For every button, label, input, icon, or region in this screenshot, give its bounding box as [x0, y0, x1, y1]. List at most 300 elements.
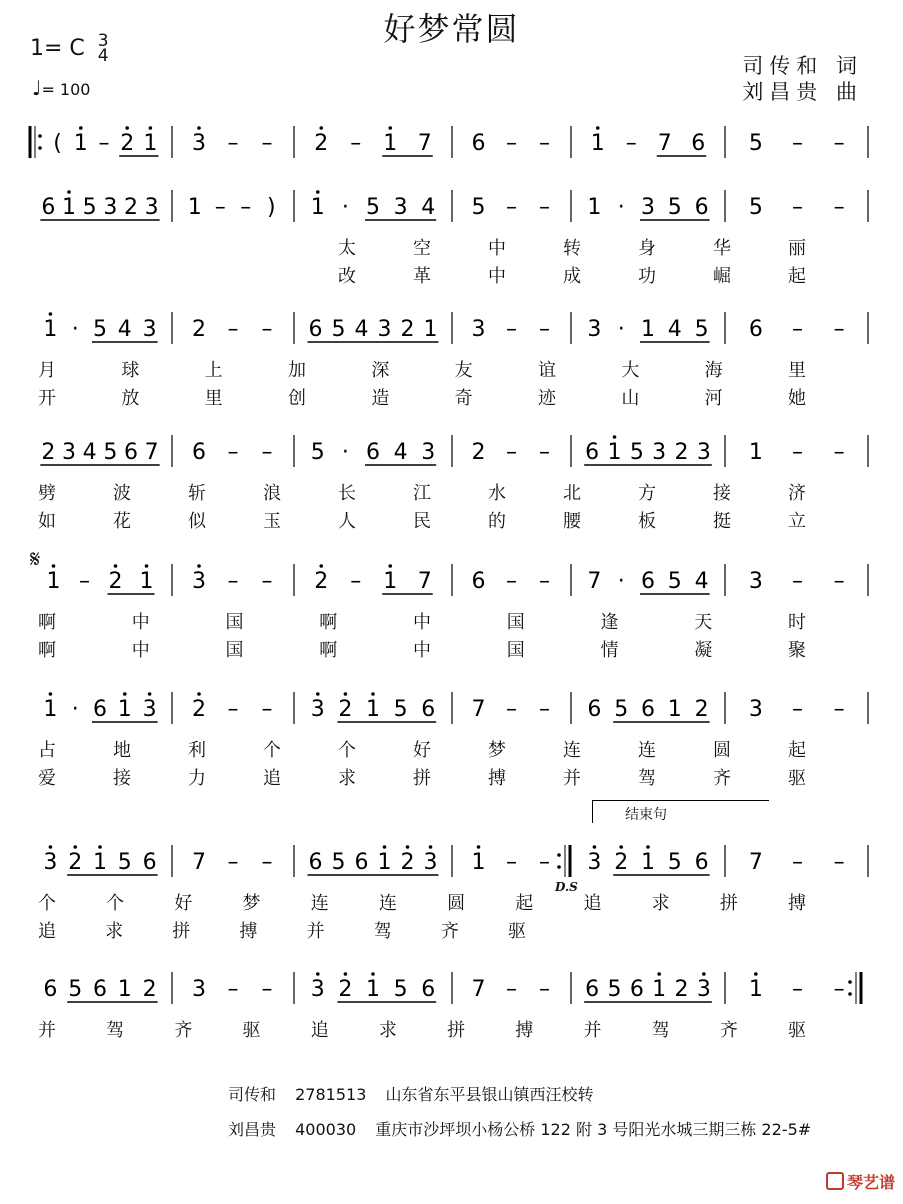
lyric-char: 人	[338, 511, 356, 532]
dash-mark: –	[261, 131, 273, 156]
lyric-char: 驱	[508, 921, 526, 942]
note: 2	[614, 850, 629, 875]
lyric-char: 梦	[488, 740, 506, 761]
note: 1	[43, 317, 58, 342]
lyric-char: 求	[105, 921, 124, 942]
lyric-line	[28, 1016, 870, 1044]
lyric-char: 起	[515, 893, 534, 914]
repeat-dot	[38, 134, 42, 138]
octave-dot	[98, 845, 102, 849]
ending-label: 结束句	[625, 807, 667, 823]
note: 2	[694, 697, 709, 722]
octave-dot	[383, 845, 387, 849]
dash-mark: –	[833, 977, 845, 1002]
lyric-char: 国	[225, 640, 244, 661]
note: 1	[641, 317, 655, 342]
note: 1	[187, 195, 202, 220]
logo-icon	[826, 1172, 844, 1190]
octave-dot	[149, 126, 153, 130]
dash-mark: –	[833, 697, 845, 722]
lyric-char: 接	[113, 768, 131, 789]
note: 6	[421, 697, 436, 722]
note: 6	[629, 977, 644, 1002]
lyric-line	[28, 507, 870, 535]
note: 7	[748, 850, 763, 875]
octave-dot	[646, 845, 650, 849]
lyric-char: 追	[38, 921, 56, 942]
octave-dot	[754, 972, 758, 976]
lyric-line	[28, 736, 870, 764]
note: 3	[423, 850, 438, 875]
notation-staff	[28, 433, 870, 469]
note: 3	[393, 195, 408, 220]
note: 1	[641, 850, 655, 875]
lyric-char: 长	[338, 483, 356, 504]
octave-dot	[371, 972, 375, 976]
lyric-char: 驾	[106, 1020, 125, 1041]
dash-mark: –	[792, 195, 803, 220]
lyric-char: 迹	[538, 388, 556, 409]
lyric-char: 玉	[263, 511, 281, 532]
note: 6	[694, 850, 709, 875]
lyric-char: 国	[225, 612, 244, 633]
dash-mark: –	[833, 440, 845, 465]
lyric-char: 挺	[713, 511, 731, 532]
note: 2	[400, 317, 415, 342]
note: 1	[383, 569, 398, 594]
note: 3	[421, 440, 436, 465]
symbol: ·	[617, 317, 625, 342]
note: 4	[117, 317, 132, 342]
note: 2	[192, 697, 206, 722]
dash-mark: –	[833, 317, 845, 342]
footer-code-2: 400030	[295, 1120, 357, 1139]
note: 2	[142, 977, 157, 1002]
note: 7	[471, 977, 486, 1002]
note: 5	[331, 850, 346, 875]
dash-mark: –	[539, 697, 550, 722]
dash-mark: –	[261, 850, 273, 875]
lyric-char: 齐	[174, 1020, 193, 1041]
watermark-logo	[826, 1170, 895, 1193]
note: 7	[144, 440, 159, 465]
note: 4	[667, 317, 682, 342]
lyric-char: 啊	[38, 640, 56, 661]
dash-mark: –	[350, 131, 362, 156]
note: 3	[748, 697, 763, 722]
score-title: 好梦常圆	[383, 10, 520, 48]
note: 6	[354, 850, 369, 875]
dash-mark: –	[792, 317, 803, 342]
dash-mark: –	[506, 569, 517, 594]
key-signature	[30, 31, 109, 66]
dash-mark: –	[539, 317, 550, 342]
dash-mark: –	[261, 977, 273, 1002]
octave-dot	[49, 845, 53, 849]
dash-mark: –	[98, 131, 110, 156]
note: 5	[607, 977, 622, 1002]
tempo-value: = 100	[41, 80, 91, 99]
dash-mark: –	[240, 195, 252, 220]
symbol: ·	[617, 195, 625, 220]
note: 6	[308, 850, 323, 875]
lyric-char: 放	[121, 388, 140, 409]
dash-mark: –	[792, 850, 803, 875]
lyric-char: 力	[188, 768, 206, 789]
note: 1	[383, 131, 398, 156]
octave-dot	[123, 692, 127, 696]
dash-mark: –	[79, 569, 90, 594]
repeat-dot	[557, 865, 561, 869]
note: 2	[338, 977, 353, 1002]
lyric-char: 中	[413, 612, 431, 633]
note: 6	[93, 977, 107, 1002]
time-sig-bottom: 4	[97, 46, 109, 66]
dash-mark: –	[506, 440, 517, 465]
dash-mark: –	[261, 569, 273, 594]
lyric-char: 时	[788, 612, 806, 633]
dash-mark: –	[539, 195, 550, 220]
octave-dot	[406, 845, 410, 849]
lyric-char: 空	[413, 238, 431, 259]
dash-mark: –	[261, 697, 273, 722]
note: 5	[393, 697, 408, 722]
note: 5	[667, 850, 682, 875]
lyric-char: 齐	[713, 768, 731, 789]
lyric-char: 求	[378, 1020, 397, 1041]
lyric-char: 中	[488, 238, 506, 259]
lyric-line	[28, 384, 870, 412]
lyric-char: 好	[413, 740, 431, 761]
octave-dot	[596, 126, 600, 130]
lyric-char: 浪	[263, 483, 281, 504]
time-signature	[97, 31, 109, 66]
note: 3	[587, 317, 602, 342]
lyric-line	[28, 234, 870, 262]
footer-name-1: 司传和	[228, 1085, 277, 1104]
note: 2	[120, 131, 135, 156]
lyric-char: 齐	[440, 921, 459, 942]
lyric-char: 接	[713, 483, 731, 504]
note: 5	[748, 131, 763, 156]
lyric-char: 追	[263, 768, 281, 789]
note: 6	[585, 977, 600, 1002]
dash-mark: –	[625, 131, 637, 156]
lyric-char: 谊	[538, 360, 556, 381]
note: 4	[421, 195, 436, 220]
lyricist-credit: 司传和 词	[742, 54, 863, 78]
octave-dot	[344, 972, 348, 976]
octave-dot	[429, 845, 433, 849]
lyric-char: 身	[638, 238, 656, 259]
lyric-char: 追	[310, 1020, 329, 1041]
lyric-char: 连	[310, 893, 329, 914]
note: 1	[366, 977, 380, 1002]
note: 5	[614, 697, 629, 722]
watermark-text: 琴艺谱	[847, 1173, 896, 1192]
note: 3	[748, 569, 763, 594]
note: 3	[696, 977, 711, 1002]
dash-mark: –	[506, 977, 517, 1002]
lyric-char: 国	[506, 612, 525, 633]
lyric-char: 拼	[447, 1020, 466, 1041]
note: 2	[192, 317, 206, 342]
repeat-dot	[557, 853, 561, 857]
lyric-char: 并	[306, 921, 325, 942]
note: 7	[417, 569, 432, 594]
note: 4	[82, 440, 97, 465]
lyric-char: 啊	[38, 612, 56, 633]
dash-mark: –	[792, 697, 803, 722]
lyric-char: 中	[413, 640, 431, 661]
note: 2	[108, 569, 123, 594]
lyric-char: 梦	[242, 893, 261, 914]
footer-line-1	[228, 1082, 607, 1105]
lyric-char: 造	[371, 388, 390, 409]
dash-mark: –	[350, 569, 362, 594]
lyric-line	[28, 356, 870, 384]
symbol: ·	[341, 440, 349, 465]
note: 5	[310, 440, 325, 465]
lyric-char: 情	[600, 640, 619, 661]
lyric-char: 啊	[319, 612, 338, 633]
lyric-char: 驾	[638, 768, 656, 789]
lyric-char: 斩	[188, 483, 206, 504]
key-label: 1= C	[30, 36, 85, 61]
dash-mark: –	[261, 440, 273, 465]
symbol: ·	[71, 697, 79, 722]
note: 3	[310, 697, 325, 722]
note: 1	[117, 977, 132, 1002]
dash-mark: –	[506, 317, 517, 342]
note: 7	[192, 850, 206, 875]
octave-dot	[657, 972, 661, 976]
lyric-char: 并	[583, 1020, 602, 1041]
lyric-char: 拼	[172, 921, 191, 942]
ds-marking: D.S	[555, 880, 578, 894]
note: 2	[314, 569, 329, 594]
note: 4	[694, 569, 709, 594]
octave-dot	[67, 190, 71, 194]
lyric-char: 凝	[694, 640, 713, 661]
lyric-char: 地	[113, 740, 131, 761]
octave-dot	[613, 435, 617, 439]
octave-dot	[316, 190, 320, 194]
lyric-line	[28, 262, 870, 290]
notation-staff	[28, 690, 870, 726]
note: 6	[308, 317, 323, 342]
lyric-char: 友	[454, 360, 473, 381]
dash-mark: –	[227, 440, 239, 465]
octave-dot	[145, 564, 149, 568]
lyric-char: 她	[788, 388, 806, 409]
note: 6	[694, 195, 709, 220]
lyric-char: 驾	[651, 1020, 670, 1041]
time-sig-top: 3	[97, 31, 109, 51]
dash-mark: –	[227, 977, 239, 1002]
lyric-char: 民	[413, 511, 431, 532]
dash-mark: –	[792, 440, 803, 465]
note: 3	[310, 977, 325, 1002]
lyric-char: 逢	[600, 612, 619, 633]
octave-dot	[319, 126, 323, 130]
note: 6	[421, 977, 436, 1002]
note: 6	[748, 317, 763, 342]
lyric-char: 个	[106, 893, 125, 914]
note: 1	[73, 131, 88, 156]
note: 1	[366, 697, 380, 722]
lyric-char: 立	[788, 511, 806, 532]
note: 3	[192, 569, 206, 594]
symbol: ·	[617, 569, 625, 594]
note: 3	[142, 697, 157, 722]
lyric-char: 方	[638, 483, 656, 504]
lyric-char: 搏	[788, 893, 806, 914]
note: 6	[124, 440, 138, 465]
lyric-char: 搏	[515, 1020, 534, 1041]
lyric-char: 连	[638, 740, 656, 761]
note: 1	[117, 697, 132, 722]
dash-mark: –	[214, 195, 226, 220]
note: 2	[124, 195, 138, 220]
note: 5	[331, 317, 346, 342]
dash-mark: –	[539, 440, 550, 465]
lyric-char: 如	[38, 511, 56, 532]
lyric-char: 里	[788, 360, 806, 381]
note: 1	[143, 131, 158, 156]
symbol: ·	[341, 195, 349, 220]
note: 2	[68, 850, 83, 875]
lyric-char: 拼	[719, 893, 738, 914]
lyric-char: 连	[563, 740, 581, 761]
lyric-char: 求	[338, 768, 356, 789]
dash-mark: –	[833, 569, 845, 594]
note: 1	[652, 977, 667, 1002]
octave-dot	[52, 564, 56, 568]
notation-staff	[28, 310, 870, 346]
octave-dot	[593, 845, 597, 849]
note: 2	[471, 440, 486, 465]
octave-dot	[125, 126, 129, 130]
lyric-char: 国	[506, 640, 525, 661]
note: 2	[314, 131, 329, 156]
lyric-line	[28, 479, 870, 507]
lyric-char: 驾	[373, 921, 392, 942]
lyric-char: 功	[638, 266, 656, 287]
lyric-char: 华	[713, 238, 731, 259]
lyric-char: 太	[338, 238, 356, 259]
note: 5	[82, 195, 97, 220]
octave-dot	[73, 845, 77, 849]
note: 3	[377, 317, 392, 342]
lyric-char: 腰	[563, 511, 581, 532]
lyric-char: 加	[288, 360, 306, 381]
note: 1	[46, 569, 61, 594]
octave-dot	[114, 564, 118, 568]
notation-staff	[28, 562, 870, 598]
octave-dot	[79, 126, 83, 130]
note: 6	[93, 697, 107, 722]
lyric-char: 奇	[454, 388, 473, 409]
footer-line-2	[228, 1117, 825, 1140]
note: 5	[366, 195, 380, 220]
dash-mark: –	[227, 569, 239, 594]
lyric-char: 月	[38, 360, 56, 381]
lyric-char: 驱	[242, 1020, 261, 1041]
notation-staff	[28, 843, 870, 879]
lyric-char: 转	[563, 238, 581, 259]
note: 3	[103, 195, 118, 220]
octave-dot	[197, 126, 201, 130]
note: 3	[652, 440, 667, 465]
note: 2	[41, 440, 56, 465]
note: 4	[354, 317, 369, 342]
octave-dot	[477, 845, 481, 849]
note: 1	[377, 850, 392, 875]
note: 1	[423, 317, 438, 342]
lyric-char: 大	[621, 360, 640, 381]
lyric-char: 天	[694, 612, 713, 633]
note: 6	[641, 569, 655, 594]
note: 5	[694, 317, 709, 342]
lyric-char: 北	[563, 483, 581, 504]
octave-dot	[197, 564, 201, 568]
dash-mark: –	[506, 195, 517, 220]
note: 1	[93, 850, 107, 875]
dash-mark: –	[833, 195, 845, 220]
note: 1	[748, 977, 763, 1002]
dash-mark: –	[539, 131, 550, 156]
note: 6	[471, 569, 486, 594]
lyric-line	[28, 764, 870, 792]
lyric-char: 圆	[447, 893, 466, 914]
note: 6	[471, 131, 486, 156]
footer-name-2: 刘昌贵	[228, 1120, 277, 1139]
lyric-char: 改	[338, 266, 356, 287]
repeat-dot	[38, 146, 42, 150]
note: 1	[667, 697, 682, 722]
lyric-char: 圆	[713, 740, 731, 761]
lyric-char: 球	[121, 360, 140, 381]
octave-dot	[702, 972, 706, 976]
lyric-char: 搏	[239, 921, 258, 942]
dash-mark: –	[833, 850, 845, 875]
tempo-marking	[32, 76, 90, 100]
lyric-char: 啊	[319, 640, 338, 661]
footer-address-1: 山东省东平县银山镇西汪校转	[385, 1085, 594, 1104]
note: 6	[691, 131, 706, 156]
lyric-char: 搏	[488, 768, 506, 789]
note: 1	[43, 697, 58, 722]
dash-mark: –	[792, 131, 803, 156]
note: 2	[338, 697, 353, 722]
note: 1	[471, 850, 486, 875]
note: 5	[471, 195, 486, 220]
lyric-char: 爱	[38, 768, 56, 789]
lyric-char: 并	[38, 1020, 56, 1041]
note: 7	[417, 131, 432, 156]
note: 1	[587, 195, 602, 220]
note: 1	[748, 440, 763, 465]
note: 5	[629, 440, 644, 465]
lyric-char: 成	[563, 266, 581, 287]
lyric-char: 拼	[413, 768, 431, 789]
note: 6	[585, 440, 600, 465]
note: 2	[674, 977, 689, 1002]
lyric-char: 求	[651, 893, 670, 914]
notation-staff	[28, 970, 870, 1006]
notation-staff	[28, 124, 870, 160]
